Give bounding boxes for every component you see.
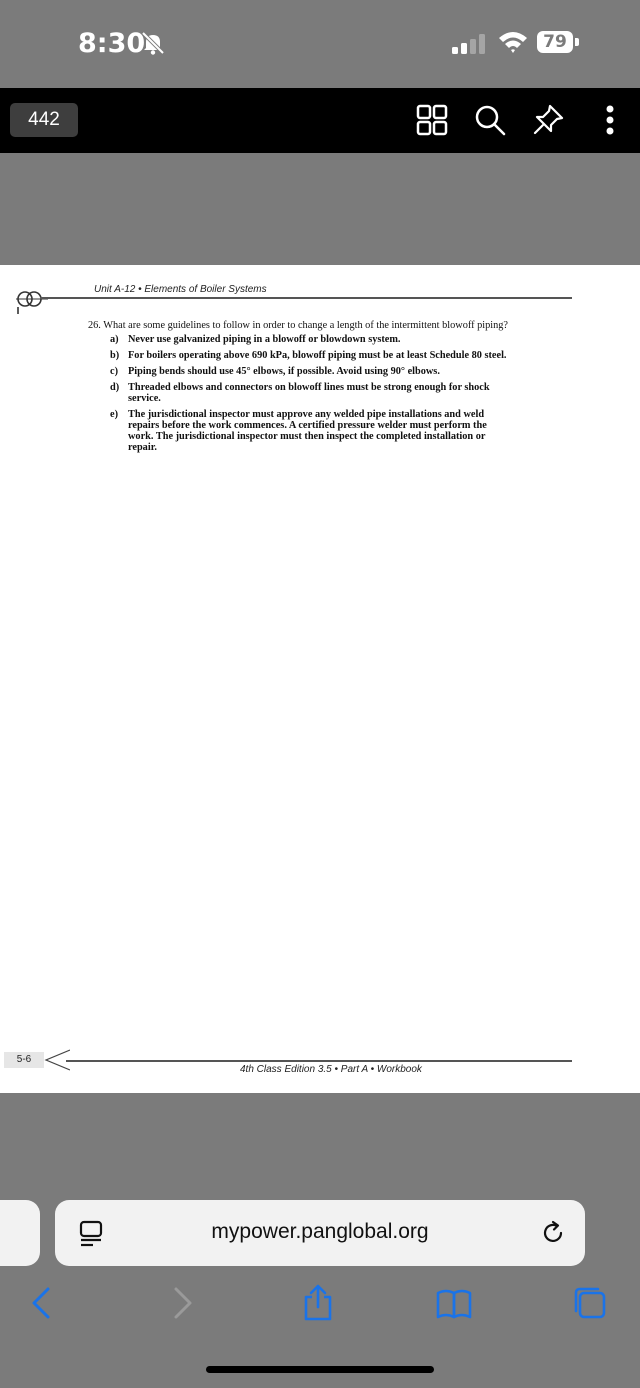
question-block [88,320,508,458]
bookmarks-icon[interactable] [434,1283,474,1323]
list-item [88,350,508,361]
item-text: Piping bends should use 45° elbows, if possible. Avoid using 90° elbows. [128,366,440,377]
previous-page-arrow-icon[interactable] [20,600,66,672]
item-label: c) [110,366,118,377]
bell-slash-icon [140,30,166,56]
home-indicator[interactable] [206,1366,434,1373]
back-icon[interactable] [22,1283,62,1323]
list-item [88,382,508,404]
pin-icon[interactable] [528,100,568,140]
more-options-icon[interactable] [590,100,630,140]
wifi-icon [498,30,528,54]
cellular-signal-icon [452,34,488,54]
grid-icon[interactable] [412,100,452,140]
item-label: e) [110,409,118,420]
status-time: 8:30 [78,28,146,59]
battery-indicator: 79 [537,31,573,53]
footer-text: 4th Class Edition 3.5 • Part A • Workbook [240,1064,422,1075]
document-page [0,265,640,1093]
forward-icon[interactable] [162,1283,202,1323]
publisher-logo-icon [14,287,50,315]
item-text: For boilers operating above 690 kPa, blowoff piping must be at least Schedule 80 steel. [128,350,507,361]
header-divider [40,297,572,299]
battery-tip [575,38,579,46]
item-text: Never use galvanized piping in a blowoff or blowdown system. [128,334,401,345]
question-text: 26. What are some guidelines to follow in order to change a length of the intermittent blowoff piping? [88,320,508,331]
share-icon[interactable] [298,1283,338,1323]
url-text[interactable]: mypower.panglobal.org [211,1220,429,1243]
item-label: d) [110,382,120,393]
footer-divider [66,1060,572,1062]
footer-page-number: 5-6 [4,1052,44,1068]
list-item [88,409,508,453]
page-number-box[interactable]: 442 [10,103,78,137]
list-item [88,366,508,377]
previous-tab-preview[interactable] [0,1200,40,1266]
item-label: a) [110,334,119,345]
reload-icon[interactable] [539,1219,567,1247]
tabs-icon[interactable] [570,1283,610,1323]
item-text: The jurisdictional inspector must approve any welded pipe installations and weld repairs before the work commences. A certified pressure welder must perform the work. The jurisdictional inspector must then inspect the completed installation or repair. [128,409,487,453]
address-bar[interactable] [55,1200,585,1266]
status-bar [0,0,640,88]
item-text: Threaded elbows and connectors on blowoff lines must be strong enough for shock service. [128,382,490,404]
reader-toolbar [0,88,640,153]
next-page-arrow-icon[interactable] [578,600,624,672]
list-item [88,334,508,345]
search-icon[interactable] [470,100,510,140]
item-label: b) [110,350,120,361]
page-header: Unit A-12 • Elements of Boiler Systems [94,284,267,295]
